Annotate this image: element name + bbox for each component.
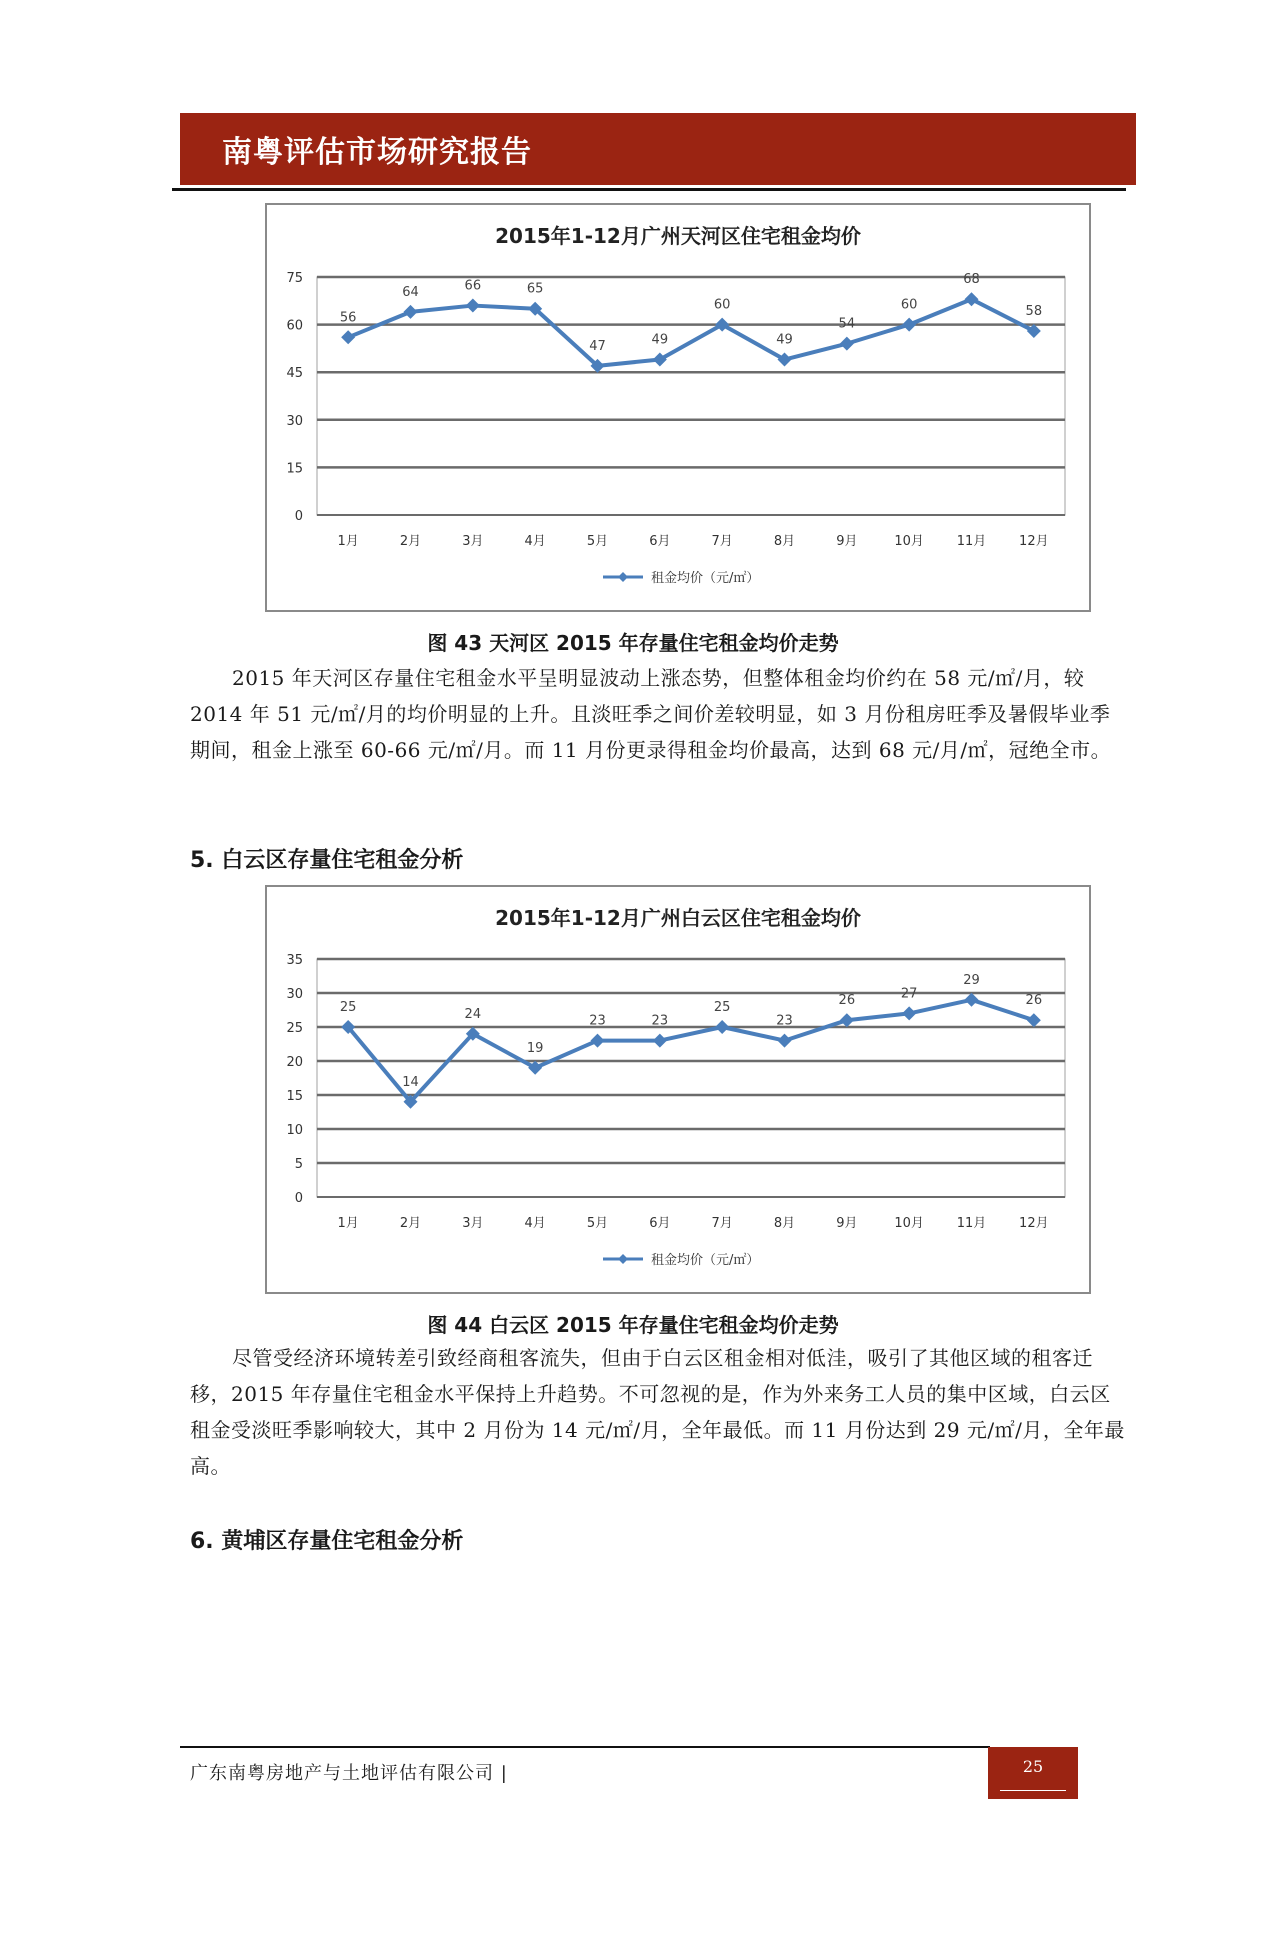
- chart0-data-point: [466, 299, 480, 313]
- chart-baiyun-rent: [267, 887, 1089, 1292]
- footer-divider: [180, 1746, 990, 1748]
- chart1-x-tick-label: 5月: [586, 1216, 609, 1231]
- chart1-data-point: [653, 1034, 667, 1048]
- chart1-y-tick-label: 0: [294, 1191, 303, 1206]
- chart1-x-tick-label: 12月: [1019, 1216, 1049, 1231]
- chart1-data-label: 24: [464, 1006, 482, 1022]
- chart0-data-label: 49: [651, 332, 669, 348]
- chart1-data-label: 14: [402, 1074, 419, 1090]
- chart1-legend-label: 租金均价（元/㎡）: [651, 1253, 760, 1268]
- chart0-title: 2015年1-12月广州天河区住宅租金均价: [495, 224, 861, 248]
- chart0-data-label: 60: [900, 297, 918, 313]
- chart1-x-tick-label: 7月: [711, 1216, 733, 1231]
- chart1-data-label: 26: [838, 993, 856, 1009]
- chart1-data-label: 19: [526, 1040, 544, 1056]
- chart0-x-tick-label: 7月: [711, 534, 733, 549]
- chart1-legend-marker: [618, 1254, 628, 1264]
- chart0-data-point: [404, 305, 418, 319]
- chart1-x-tick-label: 10月: [894, 1216, 924, 1231]
- chart1-x-tick-label: 2月: [399, 1216, 422, 1231]
- header-divider: [172, 188, 1126, 191]
- chart0-y-tick-label: 30: [286, 413, 303, 429]
- chart0-data-label: 56: [339, 310, 357, 326]
- chart1-y-tick-label: 10: [286, 1123, 303, 1138]
- chart0-series-line: [348, 299, 1034, 366]
- page-number-underline: [1000, 1790, 1066, 1791]
- chart0-x-tick-label: 1月: [337, 534, 359, 549]
- chart0-data-label: 68: [963, 272, 980, 288]
- chart1-x-tick-label: 3月: [462, 1216, 484, 1231]
- chart0-data-point: [1027, 324, 1041, 338]
- chart-tianhe-rent: [267, 205, 1089, 610]
- chart1-y-tick-label: 30: [286, 987, 303, 1002]
- chart0-x-tick-label: 3月: [462, 534, 484, 549]
- chart0-plot-area: [317, 277, 1065, 515]
- chart0-x-tick-label: 12月: [1019, 534, 1049, 549]
- footer-company: 广东南粤房地产与土地评估有限公司 |: [190, 1763, 508, 1784]
- section-heading-baiyun: 5. 白云区存量住宅租金分析: [190, 848, 464, 873]
- chart1-data-label: 27: [900, 986, 918, 1002]
- chart1-data-label: 25: [713, 1000, 731, 1015]
- chart1-plot-area: [317, 959, 1065, 1197]
- chart1-data-label: 29: [963, 972, 980, 988]
- baiyun-analysis-paragraph: 尽管受经济环境转差引致经商租客流失，但由于白云区租金相对低洼，吸引了其他区域的租客迁移，2015 年存量住宅租金水平保持上升趋势。不可忽视的是，作为外来务工人员的集中区域，白云区租金受淡旺季影响较大，其中 2 月份为 14 元/㎡/月，全年最低。而 11 月份达到 29 元/㎡/月，全年最高。: [190, 1346, 1125, 1478]
- chart0-data-point: [902, 318, 916, 332]
- chart0-y-tick-label: 15: [286, 461, 303, 477]
- chart0-data-label: 47: [589, 338, 606, 354]
- chart0-x-tick-label: 2月: [399, 534, 422, 549]
- chart1-data-point: [1027, 1013, 1041, 1027]
- chart0-x-tick-label: 9月: [836, 534, 858, 549]
- chart1-data-label: 23: [651, 1013, 669, 1029]
- chart0-x-tick-label: 11月: [956, 534, 987, 549]
- chart1-data-label: 25: [339, 1000, 357, 1015]
- chart0-y-tick-label: 0: [294, 509, 303, 524]
- chart0-data-label: 66: [464, 278, 482, 294]
- chart1-data-label: 23: [589, 1013, 606, 1029]
- chart1-series-line: [348, 1000, 1034, 1102]
- page-number: 25: [1022, 1757, 1044, 1776]
- section-heading-huangpu: 6. 黄埔区存量住宅租金分析: [190, 1529, 464, 1554]
- figure-43-caption: 图 43 天河区 2015 年存量住宅租金均价走势: [427, 631, 839, 655]
- chart0-y-tick-label: 60: [286, 318, 303, 334]
- chart1-x-tick-label: 1月: [337, 1216, 359, 1231]
- chart0-x-tick-label: 4月: [524, 534, 546, 549]
- tianhe-analysis-paragraph: 2015 年天河区存量住宅租金水平呈明显波动上涨态势，但整体租金均价约在 58 元/㎡/月，较 2014 年 51 元/㎡/月的均价明显的上升。且淡旺季之间价差较明显，如 3 月份租房旺季及暑假毕业季期间，租金上涨至 60-66 元/㎡/月。而 11 月份更录得租金均价最高，达到 68 元/月/㎡，冠绝全市。: [190, 666, 1112, 762]
- page-number-box: [988, 1747, 1078, 1799]
- chart0-legend-label: 租金均价（元/㎡）: [651, 571, 760, 586]
- chart1-data-label: 23: [776, 1013, 793, 1029]
- chart0-y-tick-label: 45: [286, 366, 303, 382]
- chart0-x-tick-label: 8月: [773, 534, 796, 549]
- chart1-x-tick-label: 11月: [956, 1216, 987, 1231]
- chart0-data-label: 58: [1025, 303, 1043, 319]
- report-title: 南粤评估市场研究报告: [222, 135, 532, 170]
- chart-baiyun-frame: [265, 885, 1091, 1294]
- chart1-y-tick-label: 15: [286, 1089, 303, 1104]
- chart1-data-point: [591, 1034, 605, 1048]
- chart0-legend-marker: [618, 572, 628, 582]
- chart1-y-tick-label: 35: [286, 953, 303, 968]
- chart1-data-point: [778, 1034, 792, 1048]
- chart1-data-label: 26: [1025, 993, 1043, 1009]
- chart0-data-point: [965, 292, 979, 306]
- figure-44-caption: 图 44 白云区 2015 年存量住宅租金均价走势: [427, 1313, 839, 1337]
- chart0-data-label: 65: [526, 281, 544, 297]
- chart1-y-tick-label: 5: [294, 1157, 303, 1172]
- chart0-data-label: 64: [402, 284, 419, 300]
- chart0-x-tick-label: 6月: [649, 534, 671, 549]
- chart1-data-point: [965, 993, 979, 1007]
- chart0-data-label: 54: [838, 316, 856, 332]
- chart1-y-tick-label: 25: [286, 1021, 303, 1036]
- chart0-data-point: [341, 330, 355, 344]
- chart1-x-tick-label: 6月: [649, 1216, 671, 1231]
- report-header-bar: [180, 113, 1136, 185]
- chart0-data-label: 60: [713, 297, 731, 313]
- chart-tianhe-frame: [265, 203, 1091, 612]
- chart0-data-label: 49: [776, 332, 793, 348]
- chart0-x-tick-label: 5月: [586, 534, 609, 549]
- chart1-x-tick-label: 9月: [836, 1216, 858, 1231]
- chart1-x-tick-label: 4月: [524, 1216, 546, 1231]
- chart0-x-tick-label: 10月: [894, 534, 924, 549]
- chart1-data-point: [902, 1006, 916, 1020]
- chart1-title: 2015年1-12月广州白云区住宅租金均价: [495, 906, 861, 930]
- chart1-y-tick-label: 20: [286, 1055, 303, 1070]
- chart1-data-point: [840, 1013, 854, 1027]
- chart1-x-tick-label: 8月: [773, 1216, 796, 1231]
- chart0-data-point: [840, 337, 854, 351]
- chart0-y-tick-label: 75: [286, 271, 303, 286]
- chart1-data-point: [715, 1020, 729, 1034]
